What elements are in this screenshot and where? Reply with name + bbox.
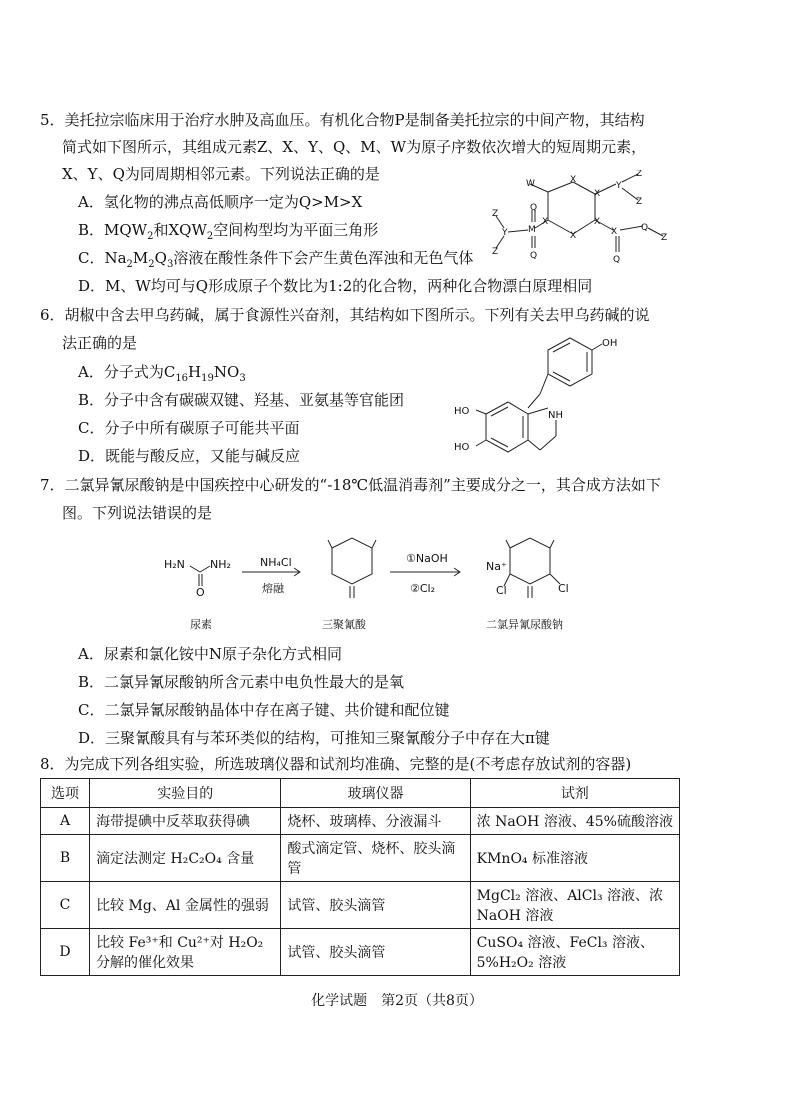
header-option: 选项 — [41, 779, 90, 808]
table-row — [41, 929, 680, 976]
svg-text:Z: Z — [492, 209, 499, 219]
svg-text:M: M — [528, 225, 536, 235]
q5-option-a: A．氢化物的沸点高低顺序一定为Q>M>X — [78, 193, 363, 211]
row-option: D — [41, 929, 90, 976]
q6-stem-line2: 法正确的是 — [62, 334, 138, 352]
row-reagent: KMnO₄ 标准溶液 — [470, 835, 679, 882]
row-option: A — [41, 808, 90, 835]
svg-text:熔融: 熔融 — [262, 582, 284, 595]
svg-text:W: W — [526, 179, 535, 189]
q5-stem-line2: 简式如下图所示，其组成元素Z、X、Y、Q、M、W为原子序数依次增大的短周期元素， — [62, 138, 647, 156]
svg-text:NH: NH — [548, 410, 563, 421]
q7-stem-line1: 7．二氯异氰尿酸钠是中国疾控中心研发的“-18℃低温消毒剂”主要成分之一，其合成方法如下 — [40, 476, 661, 494]
q6-option-c: C．分子中所有碳原子可能共平面 — [78, 419, 300, 437]
row-glassware: 酸式滴定管、烧杯、胶头滴管 — [281, 835, 470, 882]
row-reagent: CuSO₄ 溶液、FeCl₃ 溶液、5%H₂O₂ 溶液 — [470, 929, 679, 976]
q8-stem-line1: 8．为完成下列各组实验，所选玻璃仪器和试剂均准确、完整的是(不考虑存放试剂的容器) — [40, 755, 632, 773]
row-purpose: 比较 Fe³⁺和 Cu²⁺对 H₂O₂ 分解的催化效果 — [90, 929, 281, 976]
row-purpose: 海带提碘中反萃取获得碘 — [90, 808, 281, 835]
header-purpose: 实验目的 — [90, 779, 281, 808]
svg-text:Z: Z — [636, 170, 643, 179]
svg-text:二氯异氰尿酸钠: 二氯异氰尿酸钠 — [486, 618, 563, 631]
q7-option-b: B．二氯异氰尿酸钠所含元素中电负性最大的是氧 — [78, 673, 405, 691]
row-option: B — [41, 835, 90, 882]
row-glassware: 烧杯、玻璃棒、分液漏斗 — [281, 808, 470, 835]
q6-option-d: D．既能与酸反应，又能与碱反应 — [78, 447, 301, 465]
q6-stem-line1: 6．胡椒中含去甲乌药碱，属于食源性兴奋剂，其结构如下图所示。下列有关去甲乌药碱的说 — [40, 306, 650, 324]
row-glassware: 试管、胶头滴管 — [281, 929, 470, 976]
svg-text:Na⁺: Na⁺ — [486, 560, 507, 573]
q7-option-d: D．三聚氰酸具有与苯环类似的结构，可推知三聚氰酸分子中存在大π键 — [78, 729, 550, 747]
q5-stem-line1: 5．美托拉宗临床用于治疗水肿及高血压。有机化合物P是制备美托拉宗的中间产物，其结构 — [40, 111, 645, 129]
svg-text:Z: Z — [636, 197, 643, 207]
svg-text:Q: Q — [530, 251, 538, 261]
svg-text:NH₂: NH₂ — [210, 558, 231, 571]
svg-text:HO: HO — [454, 406, 470, 417]
svg-text:X: X — [611, 227, 618, 237]
svg-text:X: X — [570, 175, 577, 185]
svg-text:Q: Q — [641, 223, 649, 233]
header-reagent: 试剂 — [470, 779, 679, 808]
row-reagent: MgCl₂ 溶液、AlCl₃ 溶液、浓 NaOH 溶液 — [470, 882, 679, 929]
q5-structure-diagram — [478, 170, 678, 275]
svg-text:①NaOH: ①NaOH — [406, 552, 448, 565]
page-footer: 化学试题 第2页（共8页） — [311, 993, 483, 1009]
q6-structure-diagram — [440, 336, 630, 466]
svg-text:Cl: Cl — [496, 584, 507, 597]
svg-text:OH: OH — [602, 338, 618, 349]
svg-text:NH₄Cl: NH₄Cl — [260, 556, 292, 569]
svg-text:尿素: 尿素 — [190, 618, 212, 631]
svg-text:HO: HO — [454, 442, 470, 453]
svg-text:X: X — [542, 217, 549, 227]
table-header-row — [41, 779, 680, 808]
table-row — [41, 808, 680, 835]
q7-synthesis-diagram — [150, 530, 610, 640]
svg-text:Z: Z — [661, 233, 668, 243]
svg-text:②Cl₂: ②Cl₂ — [410, 582, 436, 595]
svg-text:H₂N: H₂N — [164, 558, 185, 571]
svg-text:三聚氰酸: 三聚氰酸 — [322, 618, 366, 631]
table-row — [41, 882, 680, 929]
row-purpose: 滴定法测定 H₂C₂O₄ 含量 — [90, 835, 281, 882]
q5-option-d: D．M、W均可与Q形成原子个数比为1:2的化合物，两种化合物漂白原理相同 — [78, 277, 593, 295]
svg-text:Q: Q — [613, 255, 621, 265]
q6-option-a: A．分子式为$C_{16}H_{19}NO_3$ — [78, 363, 246, 384]
svg-text:X: X — [594, 217, 601, 227]
q6-option-b: B．分子中含有碳碳双键、羟基、亚氨基等官能团 — [78, 391, 405, 409]
q5-option-b: B．$MQW_2$和$XQW_2$空间构型均为平面三角形 — [78, 221, 379, 242]
svg-text:Y: Y — [616, 181, 622, 191]
header-glassware: 玻璃仪器 — [281, 779, 470, 808]
svg-text:Z: Z — [492, 247, 499, 257]
q8-table — [40, 778, 680, 976]
q7-stem-line2: 图。下列说法错误的是 — [62, 504, 213, 522]
row-glassware: 试管、胶头滴管 — [281, 882, 470, 929]
row-reagent: 浓 NaOH 溶液、45%硫酸溶液 — [470, 808, 679, 835]
svg-text:Q: Q — [530, 203, 538, 213]
svg-text:Cl: Cl — [558, 582, 569, 595]
svg-text:X: X — [570, 231, 577, 241]
q7-option-c: C．二氯异氰尿酸钠晶体中存在离子键、共价键和配位键 — [78, 701, 450, 719]
svg-text:O: O — [196, 586, 205, 599]
q5-option-c: C．$Na_2M_2Q_3$溶液在酸性条件下会产生黄色浑浊和无色气体 — [78, 249, 474, 270]
row-purpose: 比较 Mg、Al 金属性的强弱 — [90, 882, 281, 929]
svg-text:X: X — [594, 189, 601, 199]
q7-option-a: A．尿素和氯化铵中N原子杂化方式相同 — [78, 645, 342, 663]
q5-stem-line3: X、Y、Q为同周期相邻元素。下列说法正确的是 — [62, 165, 380, 183]
svg-text:Y: Y — [502, 228, 508, 238]
table-row — [41, 835, 680, 882]
row-option: C — [41, 882, 90, 929]
